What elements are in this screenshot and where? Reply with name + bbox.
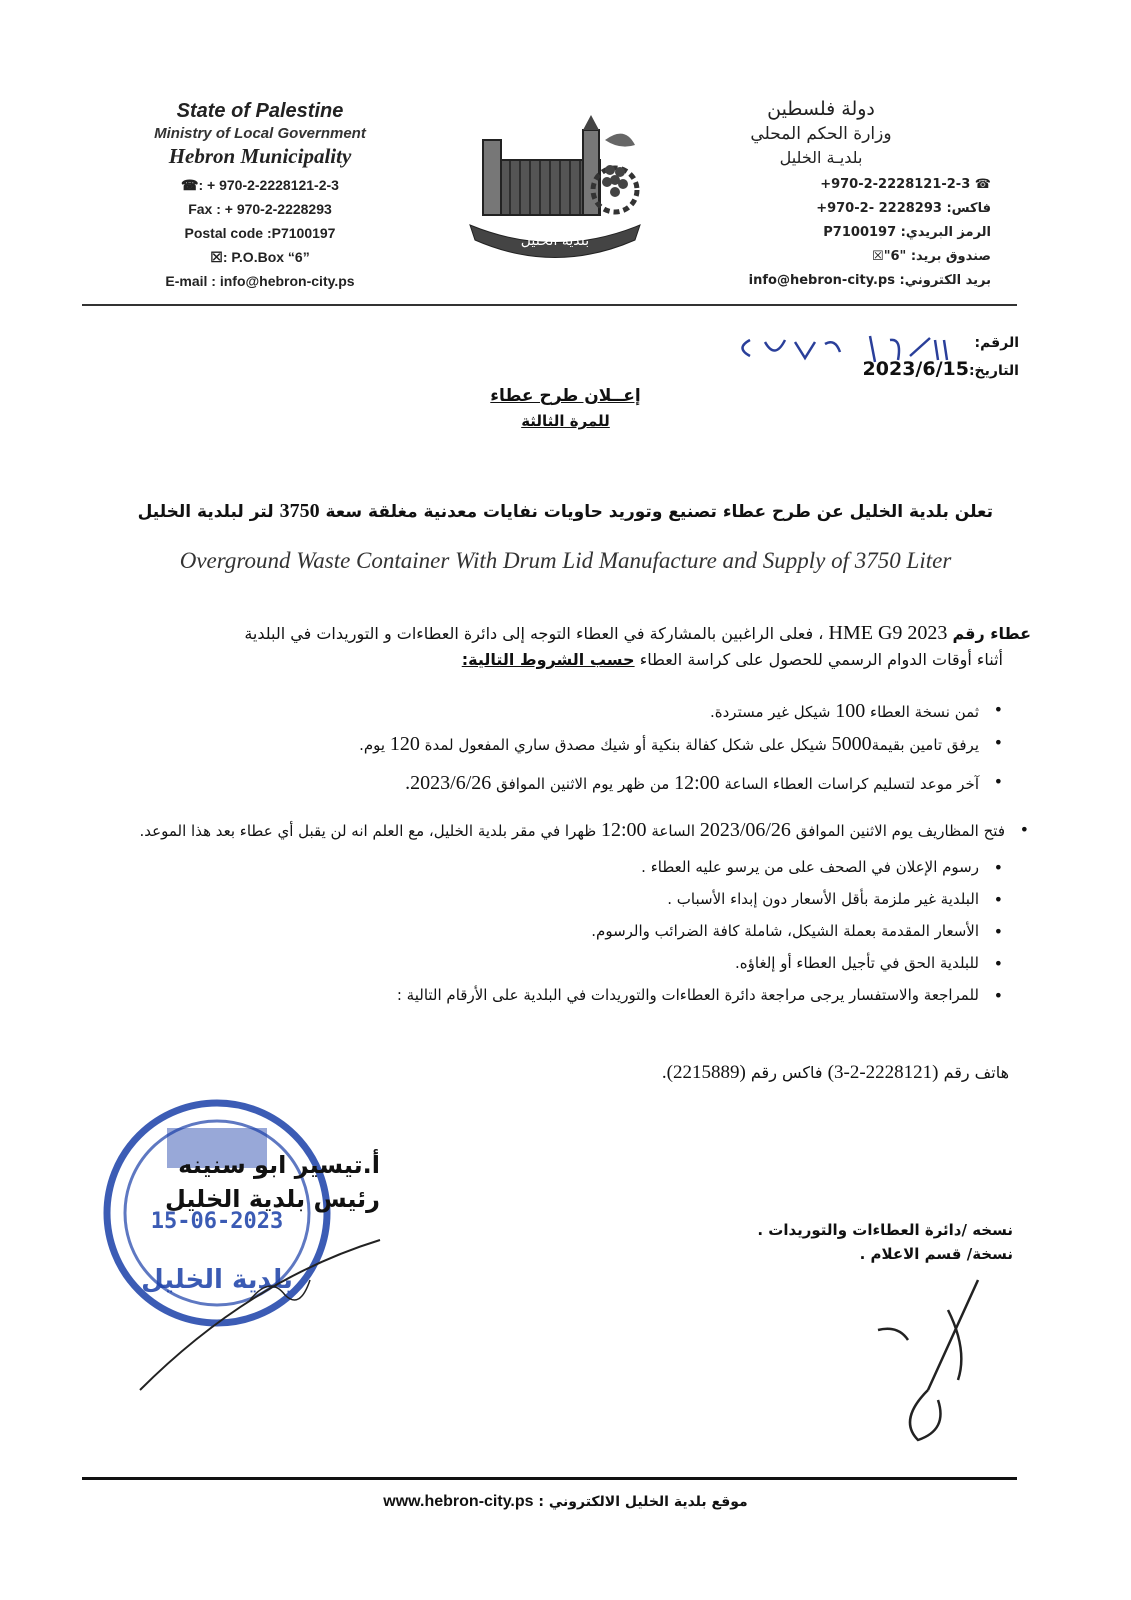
reference-date: التاريخ:2023/6/15 [862,358,1019,380]
footer-label: موقع بلدية الخليل الالكتروني : [538,1494,748,1510]
website-link[interactable]: www.hebron-city.ps [383,1493,534,1510]
list-item: • فتح المظاريف يوم الاثنين الموافق 2023/06/26 الساعة 12:00 ظهرا في مقر بلدية الخليل، مع العلم انه لن يقبل أي عطاء بعد هذا الموعد. [43,817,1029,844]
list-item: • رسوم الإعلان في الصحف على من يرسو عليه العطاء . [43,858,1003,876]
municipality-ar: بلديـة الخليل [779,148,863,167]
reference-block [863,330,1019,384]
reference-number: الرقم: [974,335,1019,351]
announcement-subtitle: للمرة الثالثة [521,412,610,430]
tender-paragraph: عطاء رقم HME G9 2023 ، فعلى الراغبين بالمشاركة في العطاء التوجه إلى دائرة العطاءات و التوريدات في البلدية أثناء أوقات الدوام الرسمي للحصول على كراسة العطاء حسب الشروط التالية: [244,622,1031,669]
intro-paragraph: تعلن بلدية الخليل عن طرح عطاء تصنيع وتوريد حاويات نفايات معدنية مغلقة سعة 3750 لتر لبلدية الخليل [137,500,993,522]
footer [0,1493,1131,1511]
announcement-title: إعــلان طرح عطاء [490,386,641,406]
signatory-name: أ.تيسير ابو سنينه [178,1151,380,1179]
email-en: E-mail : info@hebron-city.ps [165,273,355,289]
english-letterhead [110,100,410,293]
signatory-title: رئيس بلدية الخليل [164,1185,380,1213]
postal-ar: الرمز البريدي: P7100197 [823,225,991,240]
logo-caption: بلدية الخليل [520,233,590,249]
copy-line-1: نسخه /دائرة العطاءات والتوريدات . [757,1221,1013,1239]
conditions-list [43,700,1003,1004]
list-item: • البلدية غير ملزمة بأقل الأسعار دون إبداء الأسباب . [43,890,1003,908]
pobox-en: ☒: P.O.Box “6” [210,249,310,265]
svg-text:15-06-2023: 15-06-2023 [150,1209,284,1234]
list-item: • للمراجعة والاستفسار يرجى مراجعة دائرة العطاءات والتوريدات في البلدية على الأرقام التالية : [43,986,1003,1004]
ministry-ar: وزارة الحكم المحلي [750,124,892,144]
handwritten-signature [838,1270,998,1460]
fax-en: Fax : + 970-2-2228293 [188,201,332,217]
mailbox-icon: ☒ [210,249,223,265]
footer-divider [82,1477,1017,1480]
list-item: • للبلدية الحق في تأجيل العطاء أو إلغاؤه. [43,954,1003,972]
fax-ar: فاكس: 2228293 -2-970+ [816,201,991,216]
phone-ar: ☎ +970-2-2228121-2-3 [820,177,991,192]
list-item: • ثمن نسخة العطاء 100 شيكل غير مستردة. [43,700,1003,723]
list-item: • آخر موعد لتسليم كراسات العطاء الساعة 12:00 من ظهر يوم الاثنين الموافق 2023/6/26. [43,772,1003,795]
municipality-en: Hebron Municipality [168,144,352,168]
postal-en: Postal code :P7100197 [184,225,336,241]
list-item: • الأسعار المقدمة بعملة الشيكل، شاملة كافة الضرائب والرسوم. [43,922,1003,940]
copy-line-2: نسخة/ قسم الاعلام . [859,1245,1013,1263]
ministry-en: Ministry of Local Government [154,125,366,142]
svg-text:بلدية الخليل: بلدية الخليل [141,1265,293,1295]
phone-icon: ☎ [181,177,199,193]
email-ar: بريد الكتروني: info@hebron-city.ps [748,273,991,288]
header-divider [82,304,1017,306]
mailbox-icon: ☒ [872,249,884,264]
list-item: • يرفق تامين بقيمة5000 شيكل على شكل كفالة بنكية أو شيك مصدق ساري المفعول لمدة 120 يوم. [43,733,1003,756]
arabic-letterhead [691,98,991,293]
country-en: State of Palestine [176,100,344,122]
signatory [150,1148,380,1216]
copies-block [757,1218,1013,1266]
english-tender-title: Overground Waste Container With Drum Lid Manufacture and Supply of 3750 Liter [179,548,952,573]
country-ar: دولة فلسطين [767,98,875,120]
signature-stroke [130,1220,390,1400]
phone-icon: ☎ [974,177,991,192]
phone-en: ☎: + 970-2-2228121-2-3 [181,177,339,193]
pobox-ar: صندوق بريد: "6"☒ [872,249,991,264]
contact-numbers: هاتف رقم (2228121-2-3) فاكس رقم (2215889). [661,1062,1009,1083]
municipality-logo [455,100,655,270]
